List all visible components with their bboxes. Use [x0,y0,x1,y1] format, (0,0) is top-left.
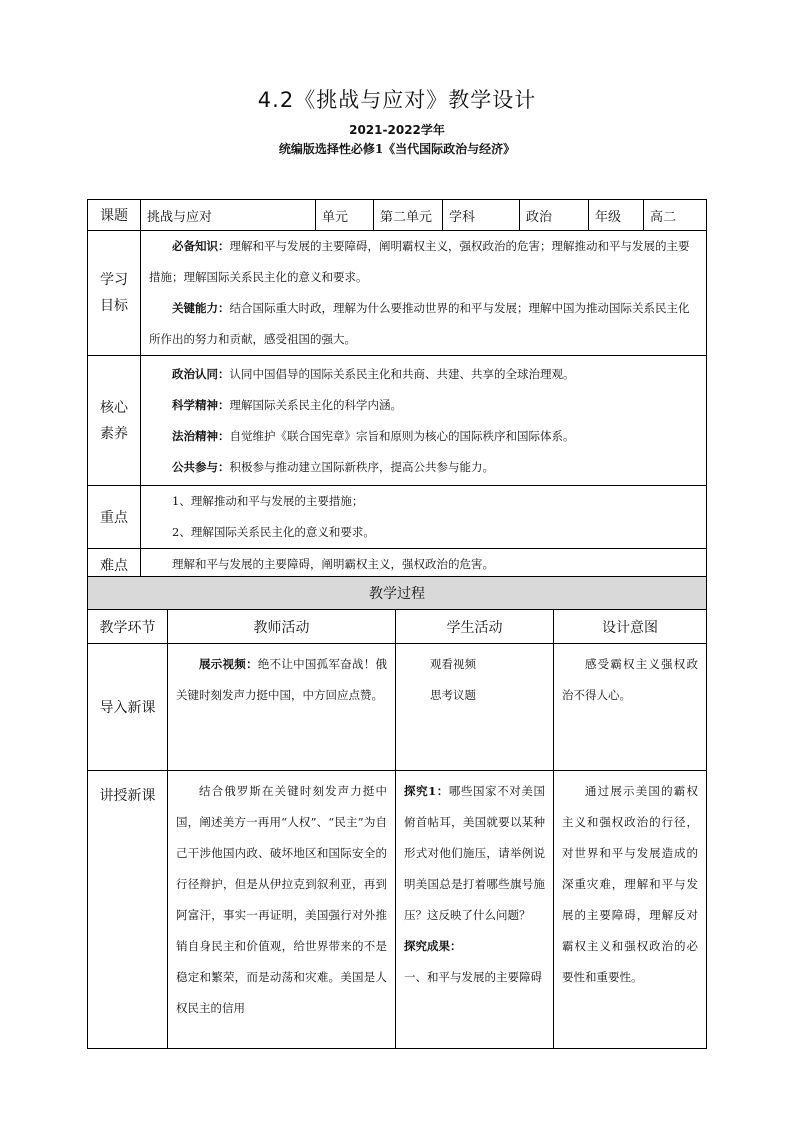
literacy-item: 科学精神：理解国际关系民主化的科学内涵。 [172,397,402,412]
inquiry-result-label: 探究成果： [404,939,462,953]
difficulties-content: 理解和平与发展的主要障碍，阐明霸权主义，强权政治的危害。 [141,549,707,581]
lesson-info-table [87,199,707,581]
intro-student [396,644,554,771]
info-row [88,200,707,231]
header-student: 学生活动 [396,610,554,644]
student-activity-item: 思考议题 [430,688,476,702]
key-point-item: 2、理解国际关系民主化的意义和要求。 [172,525,375,539]
literacy-row [88,356,707,486]
unit-value: 第二单元 [374,200,443,231]
lecture-student [396,771,554,1049]
key-points-label: 重点 [88,486,141,549]
header-intent: 设计意图 [554,610,707,644]
student-activity-item: 观看视频 [430,657,476,671]
key-points-row [88,486,707,549]
grade-label: 年级 [589,200,644,231]
process-band-row [88,577,707,610]
topic-value: 挑战与应对 [141,200,316,231]
intro-row [88,644,707,771]
objectives-row [88,231,707,356]
subject-value: 政治 [520,200,589,231]
school-year: 2021-2022学年 [349,123,445,137]
document-title: 4.2《挑战与应对》教学设计 [257,88,537,112]
key-points-content [141,486,707,549]
intro-stage: 导入新课 [88,644,168,771]
key-point-item: 1、理解推动和平与发展的主要措施； [172,494,364,508]
grade-value: 高二 [644,200,707,231]
objective-item: 关键能力：结合国际重大时政，理解为什么要推动世界的和平与发展；理解中国为推动国际关系民主化所作出的努力和贡献，感受祖国的强大。 [149,301,690,346]
header-teacher: 教师活动 [168,610,396,644]
inquiry-question: 探究1：哪些国家不对美国俯首帖耳，美国就要以某种形式对他们施压，请举例说明美国总是打着哪些旗号施压？这反映了什么问题？ [404,784,545,922]
topic-label: 课题 [88,200,141,231]
literacy-item: 公共参与：积极参与推动建立国际新秩序，提高公共参与能力。 [172,459,494,474]
process-band: 教学过程 [88,577,707,610]
unit-label: 单元 [316,200,374,231]
inquiry-result: 一、和平与发展的主要障碍 [404,970,542,984]
process-header-row [88,610,707,644]
difficulties-label: 难点 [88,549,141,581]
course-name: 统编版选择性必修1《当代国际政治与经济》 [278,142,516,156]
teaching-process-table [87,576,707,1049]
lecture-row [88,771,707,1049]
header-stage: 教学环节 [88,610,168,644]
subject-label: 学科 [443,200,520,231]
intro-intent: 感受霸权主义强权政治不得人心。 [554,644,707,771]
literacy-item: 政治认同：认同中国倡导的国际关系民主化和共商、共建、共享的全球治理观。 [172,366,575,381]
objectives-label: 学习目标 [88,231,141,356]
lecture-teacher: 结合俄罗斯在关键时刻发声力挺中国，阐述美方一再用“人权”、“民主”为自己干涉他国内政、破坏地区和国际安全的行径辩护，但是从伊拉克到叙利亚，再到阿富汗，事实一再证明，美国强行对外推销自身民主和价值观，给世界带来的不是稳定和繁荣，而是动荡和灾难。美国是人权民主的信用 [168,771,396,1049]
objective-item: 必备知识：理解和平与发展的主要障碍，阐明霸权主义，强权政治的危害；理解推动和平与发展的主要措施；理解国际关系民主化的意义和要求。 [149,239,690,284]
intro-teacher: 展示视频：绝不让中国孤军奋战！俄关键时刻发声力挺中国，中方回应点赞。 [168,644,396,771]
literacy-item: 法治精神：自觉维护《联合国宪章》宗旨和原则为核心的国际秩序和国际体系。 [172,428,575,443]
objectives-content [141,231,707,356]
literacy-content [141,356,707,486]
lecture-stage: 讲授新课 [88,771,168,1049]
literacy-label: 核心素养 [88,356,141,486]
lecture-intent: 通过展示美国的霸权主义和强权政治的行径，对世界和平与发展造成的深重灾难，理解和平与发展的主要障碍，理解反对霸权主义和强权政治的必要性和重要性。 [554,771,707,1049]
